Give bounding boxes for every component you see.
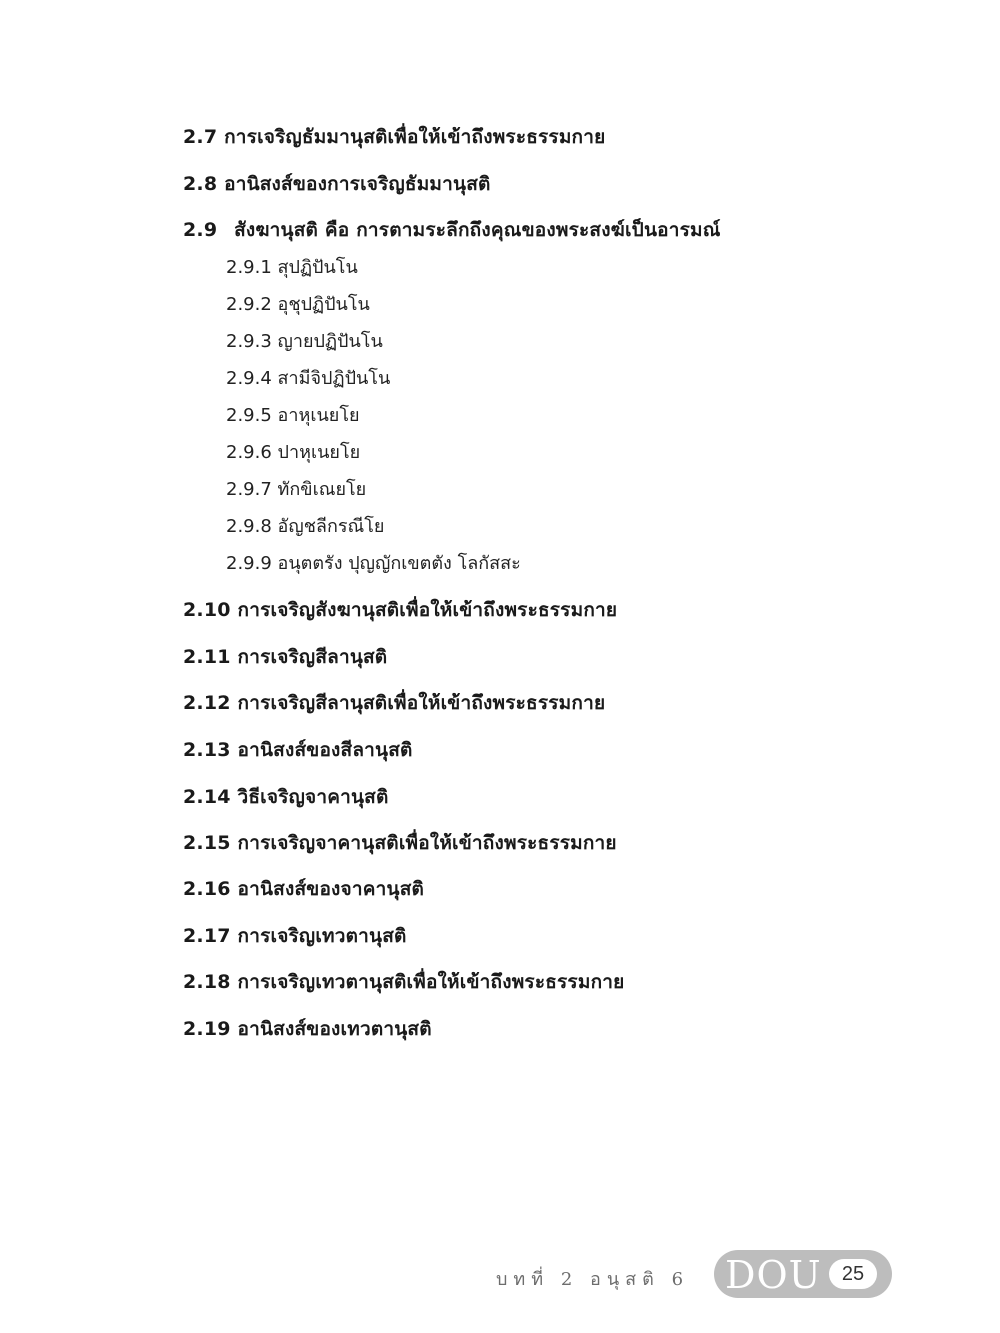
toc-text: สังฆานุสติ คือ การตามระลึกถึงคุณของพระสงฆ์เป็นอารมณ์ <box>234 219 721 241</box>
toc-item-2-12 <box>183 694 605 713</box>
toc-item-2-15 <box>183 834 617 853</box>
toc-number: 2.17 <box>183 925 231 947</box>
toc-subitem-2-9-3 <box>226 333 383 351</box>
toc-item-2-19 <box>183 1020 432 1039</box>
dou-logo: DOU <box>725 1253 822 1297</box>
toc-subitem-2-9-8 <box>226 518 384 536</box>
toc-number: 2.10 <box>183 599 231 621</box>
toc-number: 2.9.2 <box>226 294 272 315</box>
toc-number: 2.9.7 <box>226 479 272 500</box>
toc-number: 2.11 <box>183 646 231 668</box>
toc-text: ทักขิเณยโย <box>277 479 367 500</box>
toc-subitem-2-9-9 <box>226 555 521 573</box>
toc-subitem-2-9-2 <box>226 296 370 314</box>
toc-subitem-2-9-7 <box>226 481 366 499</box>
toc-text: อุชุปฏิปันโน <box>277 294 370 315</box>
toc-item-2-8 <box>183 175 491 194</box>
toc-text: วิธีเจริญจาคานุสติ <box>237 786 389 808</box>
toc-number: 2.8 <box>183 173 218 195</box>
toc-number: 2.14 <box>183 786 231 808</box>
toc-number: 2.9.9 <box>226 553 272 574</box>
toc-text: การเจริญสีลานุสติ <box>237 646 388 668</box>
toc-item-2-16 <box>183 880 424 899</box>
toc-number: 2.7 <box>183 126 218 148</box>
toc-subitem-2-9-1 <box>226 259 358 277</box>
toc-text: การเจริญเทวตานุสติ <box>237 925 407 947</box>
toc-text: อัญชลีกรณีโย <box>277 516 385 537</box>
toc-item-2-11 <box>183 648 387 667</box>
toc-number: 2.9.4 <box>226 368 272 389</box>
toc-text: สามีจิปฏิปันโน <box>277 368 391 389</box>
toc-text: การเจริญสังฆานุสติเพื่อให้เข้าถึงพระธรรมกาย <box>237 599 618 621</box>
toc-text: สุปฏิปันโน <box>277 257 358 278</box>
toc-text: อานิสงส์ของสีลานุสติ <box>237 739 413 761</box>
toc-item-2-7 <box>183 128 605 147</box>
toc-subitem-2-9-5 <box>226 407 360 425</box>
toc-text: การเจริญจาคานุสติเพื่อให้เข้าถึงพระธรรมกาย <box>237 832 617 854</box>
toc-number: 2.16 <box>183 878 231 900</box>
toc-text: ญายปฏิปันโน <box>277 331 383 352</box>
toc-number: 2.18 <box>183 971 231 993</box>
toc-subitem-2-9-4 <box>226 370 390 388</box>
toc-item-2-13 <box>183 741 413 760</box>
toc-number: 2.15 <box>183 832 231 854</box>
toc-text: อาหุเนยโย <box>277 405 360 426</box>
toc-text: การเจริญสีลานุสติเพื่อให้เข้าถึงพระธรรมกาย <box>237 692 606 714</box>
toc-number: 2.13 <box>183 739 231 761</box>
toc-text: อานิสงส์ของการเจริญธัมมานุสติ <box>224 173 491 195</box>
toc-number: 2.9.8 <box>226 516 272 537</box>
toc-item-2-18 <box>183 973 624 992</box>
toc-text: อานิสงส์ของเทวตานุสติ <box>237 1018 432 1040</box>
toc-text: ปาหุเนยโย <box>277 442 361 463</box>
toc-item-2-9 <box>183 221 721 240</box>
toc-text: การเจริญเทวตานุสติเพื่อให้เข้าถึงพระธรรมกาย <box>237 971 625 993</box>
toc-item-2-10 <box>183 601 617 620</box>
toc-number: 2.12 <box>183 692 231 714</box>
toc-number: 2.19 <box>183 1018 231 1040</box>
toc-number: 2.9 <box>183 219 218 241</box>
toc-number: 2.9.1 <box>226 257 272 278</box>
toc-text: การเจริญธัมมานุสติเพื่อให้เข้าถึงพระธรรมกาย <box>224 126 606 148</box>
toc-number: 2.9.5 <box>226 405 272 426</box>
toc-text: อานิสงส์ของจาคานุสติ <box>237 878 425 900</box>
toc-text: อนุตตรัง ปุญญักเขตตัง โลกัสสะ <box>277 553 521 574</box>
page-number: 25 <box>829 1259 877 1289</box>
toc-number: 2.9.6 <box>226 442 272 463</box>
toc-number: 2.9.3 <box>226 331 272 352</box>
toc-item-2-17 <box>183 927 407 946</box>
toc-item-2-14 <box>183 788 389 807</box>
toc-subitem-2-9-6 <box>226 444 360 462</box>
chapter-label: บทที่ 2 อนุสติ 6 <box>496 1269 690 1290</box>
